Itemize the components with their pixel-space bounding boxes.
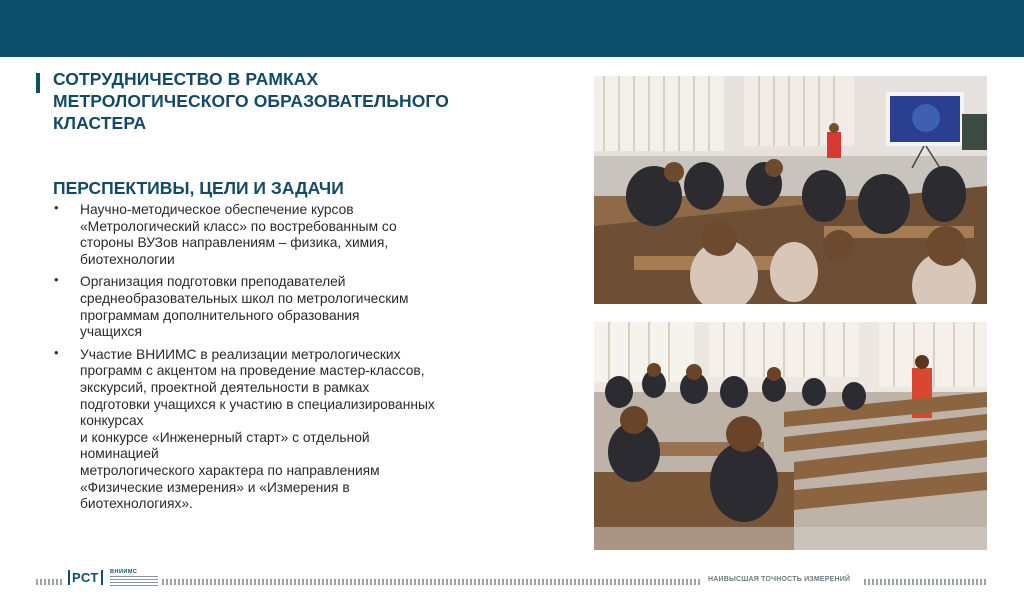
- classroom-photo-lecture: [594, 322, 987, 550]
- logo-caption-lines: [110, 576, 158, 586]
- footer-ruler-middle: [162, 579, 702, 585]
- slide-title: СОТРУДНИЧЕСТВО В РАМКАХ МЕТРОЛОГИЧЕСКОГО ОБРАЗОВАТЕЛЬНОГО КЛАСТЕРА: [53, 69, 449, 133]
- classroom-photo-presentation: [594, 76, 987, 304]
- bullet-text: Научно-методическое обеспечение курсов «Метрологический класс» по востребованным со стороны ВУЗов направлениям – физика, химия, биотехнологии: [80, 202, 397, 267]
- footer: [0, 568, 1024, 592]
- section-subtitle: ПЕРСПЕКТИВЫ, ЦЕЛИ И ЗАДАЧИ: [53, 178, 344, 198]
- bullet-icon: •: [54, 200, 59, 215]
- rst-logo-mark: РСТ: [68, 570, 103, 585]
- logo-org-name: ВНИИМС: [110, 569, 138, 575]
- list-item: [50, 274, 500, 340]
- header-band: [0, 0, 1024, 57]
- bullet-list: [50, 202, 500, 519]
- bullet-icon: •: [54, 344, 59, 360]
- vniims-logo: [68, 569, 138, 586]
- bullet-icon: •: [54, 272, 59, 288]
- list-item: [50, 202, 500, 268]
- footer-ruler-right: [864, 579, 988, 585]
- bullet-text: Участие ВНИИМС в реализации метрологических программ с акцентом на проведение мастер-классов, экскурсий, проектной деятельности в рамках подготовки учащихся к участию в специализированных конкурсах и конкурсе «Инженерный старт» с отдельной номинацией метрологического характера по направлениям «Физические измерения» и «Измерения в биотехнологиях».: [80, 346, 435, 512]
- bullet-text: Организация подготовки преподавателей среднеобразовательных школ по метрологическим программам дополнительного образования учащихся: [80, 274, 409, 340]
- footer-tagline: НАИВЫСШАЯ ТОЧНОСТЬ ИЗМЕРЕНИЙ: [708, 576, 851, 583]
- list-item: [50, 344, 500, 513]
- title-accent-bar: [36, 73, 40, 93]
- footer-ruler-left: [36, 579, 64, 585]
